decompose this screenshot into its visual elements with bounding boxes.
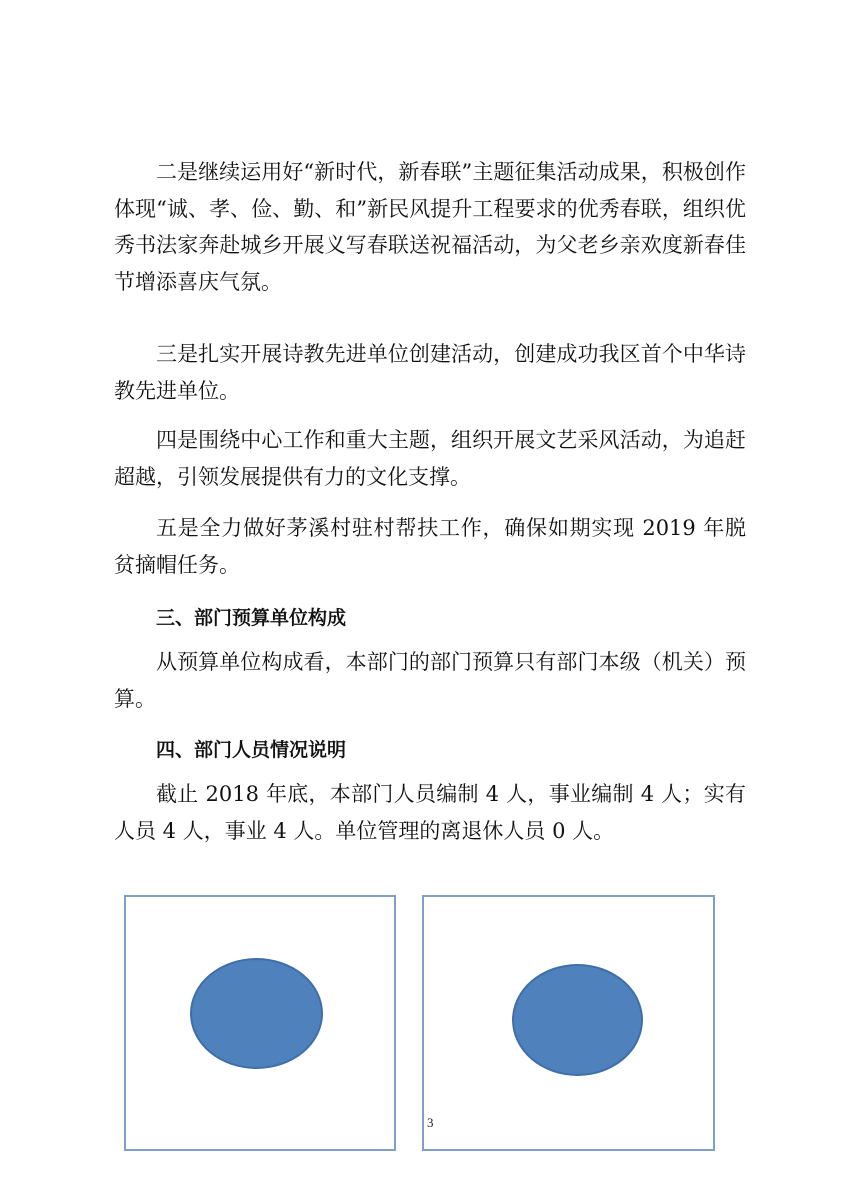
seal-ellipse-right [512, 964, 643, 1076]
seal-frame-right [422, 895, 715, 1151]
seal-ellipse-left [190, 958, 323, 1069]
paragraph-village-assistance: 五是全力做好茅溪村驻村帮扶工作，确保如期实现 2019 年脱贫摘帽任务。 [114, 516, 746, 577]
paragraph-poetry-education: 三是扎实开展诗教先进单位创建活动，创建成功我区首个中华诗教先进单位。 [114, 342, 746, 403]
paragraph-spring-couplets: 二是继续运用好“新时代，新春联”主题征集活动成果，积极创作体现“诚、孝、俭、勤、和”新民风提升工程要求的优秀春联，组织优秀书法家奔赴城乡开展义写春联送祝福活动，为父老乡亲欢度新春佳节增添喜庆气氛。 [114, 160, 746, 294]
heading-personnel: 四、部门人员情况说明 [156, 739, 347, 761]
paragraph-art-collection: 四是围绕中心工作和重大主题，组织开展文艺采风活动，为追赶超越，引领发展提供有力的文化支撑。 [114, 428, 746, 489]
paragraph-budget-units: 从预算单位构成看，本部门的部门预算只有部门本级（机关）预算。 [114, 650, 746, 711]
page-number: 3 [427, 1115, 434, 1130]
heading-budget-units: 三、部门预算单位构成 [156, 607, 347, 629]
paragraph-personnel: 截止 2018 年底，本部门人员编制 4 人，事业编制 4 人；实有人员 4 人，事业 4 人。单位管理的离退休人员 0 人。 [114, 782, 746, 843]
seal-frame-left [124, 895, 396, 1151]
